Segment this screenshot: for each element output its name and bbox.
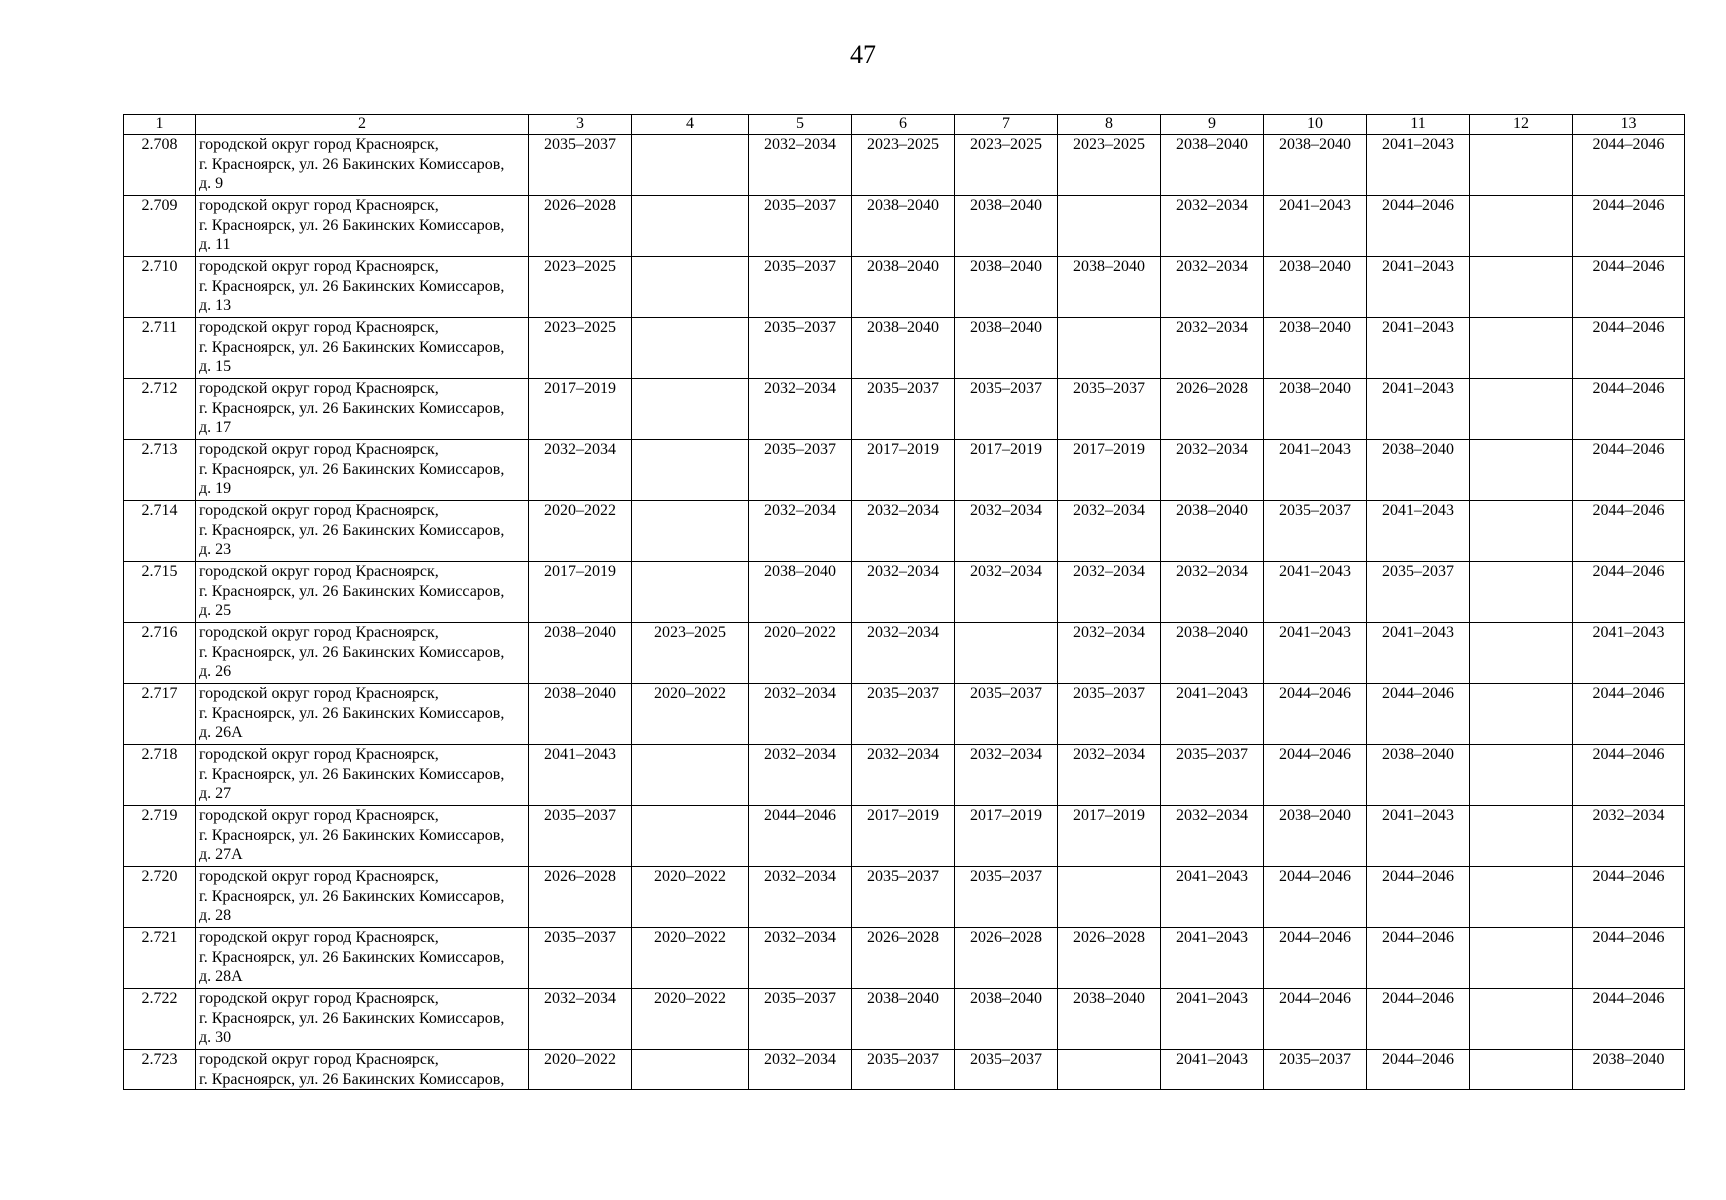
period-cell-col-3: 2038–2040 (529, 623, 632, 684)
period-cell-col-6: 2032–2034 (852, 562, 955, 623)
period-cell-col-13: 2044–2046 (1573, 684, 1685, 745)
address-cell (196, 928, 529, 989)
address-line: г. Красноярск, ул. 26 Бакинских Комиссаров, (199, 582, 505, 600)
period-cell-col-8 (1058, 196, 1161, 257)
address-cell (196, 562, 529, 623)
period-cell-col-3: 2023–2025 (529, 257, 632, 318)
period-cell-col-7: 2038–2040 (955, 989, 1058, 1050)
period-cell-col-8: 2032–2034 (1058, 562, 1161, 623)
schedule-table (123, 114, 1685, 1090)
row-number: 2.712 (124, 379, 196, 440)
period-cell-col-10: 2044–2046 (1264, 867, 1367, 928)
period-cell-col-5: 2032–2034 (749, 501, 852, 562)
period-cell-col-7: 2035–2037 (955, 684, 1058, 745)
address-cell (196, 440, 529, 501)
period-cell-col-12 (1470, 562, 1573, 623)
column-header-2: 2 (196, 115, 529, 135)
period-cell-col-4 (632, 440, 749, 501)
period-cell-col-12 (1470, 135, 1573, 196)
row-number: 2.713 (124, 440, 196, 501)
row-number: 2.714 (124, 501, 196, 562)
period-cell-col-12 (1470, 318, 1573, 379)
table-row (124, 867, 1685, 928)
period-cell-col-5: 2035–2037 (749, 989, 852, 1050)
table-row (124, 1050, 1685, 1090)
period-cell-col-3: 2020–2022 (529, 1050, 632, 1090)
address-line: г. Красноярск, ул. 26 Бакинских Комиссаров, (199, 643, 505, 661)
period-cell-col-9: 2032–2034 (1161, 318, 1264, 379)
period-cell-col-10: 2041–2043 (1264, 562, 1367, 623)
period-cell-col-3: 2038–2040 (529, 684, 632, 745)
address-line: городской округ город Красноярск, (199, 624, 439, 641)
period-cell-col-12 (1470, 501, 1573, 562)
period-cell-col-13: 2044–2046 (1573, 562, 1685, 623)
period-cell-col-5: 2035–2037 (749, 318, 852, 379)
period-cell-col-8: 2038–2040 (1058, 989, 1161, 1050)
period-cell-col-4 (632, 135, 749, 196)
period-cell-col-12 (1470, 867, 1573, 928)
period-cell-col-4 (632, 196, 749, 257)
address-cell (196, 135, 529, 196)
period-cell-col-4 (632, 806, 749, 867)
row-number: 2.717 (124, 684, 196, 745)
address-cell (196, 867, 529, 928)
address-line: городской округ город Красноярск, (199, 441, 439, 458)
period-cell-col-7: 2023–2025 (955, 135, 1058, 196)
period-cell-col-11: 2044–2046 (1367, 196, 1470, 257)
period-cell-col-4 (632, 318, 749, 379)
column-header-6: 6 (852, 115, 955, 135)
period-cell-col-13: 2041–2043 (1573, 623, 1685, 684)
period-cell-col-11: 2041–2043 (1367, 135, 1470, 196)
period-cell-col-7: 2038–2040 (955, 318, 1058, 379)
address-line: городской округ город Красноярск, (199, 563, 439, 580)
period-cell-col-3: 2032–2034 (529, 989, 632, 1050)
period-cell-col-6: 2035–2037 (852, 867, 955, 928)
period-cell-col-13: 2044–2046 (1573, 257, 1685, 318)
address-line: городской округ город Красноярск, (199, 868, 439, 885)
address-line: д. 25 (199, 602, 232, 619)
table-row (124, 623, 1685, 684)
table-row (124, 135, 1685, 196)
period-cell-col-9: 2041–2043 (1161, 1050, 1264, 1090)
period-cell-col-13: 2044–2046 (1573, 745, 1685, 806)
period-cell-col-4 (632, 745, 749, 806)
period-cell-col-8: 2038–2040 (1058, 257, 1161, 318)
address-line: г. Красноярск, ул. 26 Бакинских Комиссаров, (199, 765, 505, 783)
period-cell-col-3: 2020–2022 (529, 501, 632, 562)
period-cell-col-5: 2032–2034 (749, 684, 852, 745)
address-line: д. 28А (199, 968, 243, 985)
table-row (124, 501, 1685, 562)
period-cell-col-11: 2038–2040 (1367, 745, 1470, 806)
period-cell-col-7: 2032–2034 (955, 745, 1058, 806)
address-line: д. 27 (199, 785, 232, 802)
period-cell-col-13: 2044–2046 (1573, 928, 1685, 989)
address-line: г. Красноярск, ул. 26 Бакинских Комиссаров, (199, 826, 505, 844)
period-cell-col-5: 2032–2034 (749, 867, 852, 928)
page-number: 47 (850, 40, 876, 69)
period-cell-col-12 (1470, 745, 1573, 806)
address-line: городской округ город Красноярск, (199, 197, 439, 214)
period-cell-col-12 (1470, 623, 1573, 684)
period-cell-col-13: 2044–2046 (1573, 379, 1685, 440)
period-cell-col-6: 2032–2034 (852, 623, 955, 684)
period-cell-col-10: 2038–2040 (1264, 318, 1367, 379)
period-cell-col-9: 2041–2043 (1161, 867, 1264, 928)
period-cell-col-3: 2026–2028 (529, 867, 632, 928)
period-cell-col-7: 2032–2034 (955, 562, 1058, 623)
period-cell-col-7 (955, 623, 1058, 684)
address-line: г. Красноярск, ул. 26 Бакинских Комиссаров, (199, 399, 505, 417)
period-cell-col-7: 2035–2037 (955, 867, 1058, 928)
period-cell-col-9: 2038–2040 (1161, 623, 1264, 684)
period-cell-col-6: 2026–2028 (852, 928, 955, 989)
period-cell-col-5: 2032–2034 (749, 379, 852, 440)
period-cell-col-8: 2035–2037 (1058, 379, 1161, 440)
period-cell-col-6: 2017–2019 (852, 440, 955, 501)
column-header-5: 5 (749, 115, 852, 135)
address-line: д. 11 (199, 236, 231, 253)
period-cell-col-12 (1470, 1050, 1573, 1090)
period-cell-col-8 (1058, 1050, 1161, 1090)
period-cell-col-9: 2032–2034 (1161, 806, 1264, 867)
row-number: 2.711 (124, 318, 196, 379)
period-cell-col-8: 2032–2034 (1058, 623, 1161, 684)
period-cell-col-10: 2038–2040 (1264, 806, 1367, 867)
period-cell-col-10: 2038–2040 (1264, 379, 1367, 440)
address-line: городской округ город Красноярск, (199, 807, 439, 824)
period-cell-col-7: 2035–2037 (955, 379, 1058, 440)
period-cell-col-11: 2041–2043 (1367, 257, 1470, 318)
period-cell-col-9: 2038–2040 (1161, 135, 1264, 196)
address-cell (196, 989, 529, 1050)
address-line: г. Красноярск, ул. 26 Бакинских Комиссаров, (199, 155, 505, 173)
address-line: г. Красноярск, ул. 26 Бакинских Комиссаров, (199, 216, 505, 234)
period-cell-col-7: 2026–2028 (955, 928, 1058, 989)
address-cell (196, 379, 529, 440)
period-cell-col-9: 2041–2043 (1161, 989, 1264, 1050)
address-line: д. 30 (199, 1029, 232, 1046)
period-cell-col-8 (1058, 318, 1161, 379)
address-line: г. Красноярск, ул. 26 Бакинских Комиссаров, (199, 1070, 505, 1088)
period-cell-col-10: 2035–2037 (1264, 1050, 1367, 1090)
header-row (124, 115, 1685, 135)
address-line: городской округ город Красноярск, (199, 502, 439, 519)
period-cell-col-9: 2026–2028 (1161, 379, 1264, 440)
address-line: д. 13 (199, 297, 232, 314)
period-cell-col-3: 2035–2037 (529, 135, 632, 196)
period-cell-col-8: 2032–2034 (1058, 501, 1161, 562)
address-line: г. Красноярск, ул. 26 Бакинских Комиссаров, (199, 338, 505, 356)
period-cell-col-3: 2035–2037 (529, 806, 632, 867)
period-cell-col-6: 2038–2040 (852, 257, 955, 318)
period-cell-col-12 (1470, 257, 1573, 318)
address-line: д. 28 (199, 907, 232, 924)
period-cell-col-10: 2041–2043 (1264, 440, 1367, 501)
period-cell-col-3: 2017–2019 (529, 562, 632, 623)
address-line: д. 19 (199, 480, 232, 497)
address-line: д. 26 (199, 663, 232, 680)
period-cell-col-4: 2020–2022 (632, 928, 749, 989)
address-cell (196, 196, 529, 257)
period-cell-col-3: 2017–2019 (529, 379, 632, 440)
period-cell-col-4: 2020–2022 (632, 989, 749, 1050)
address-line: д. 17 (199, 419, 232, 436)
address-line: г. Красноярск, ул. 26 Бакинских Комиссаров, (199, 521, 505, 539)
period-cell-col-8: 2026–2028 (1058, 928, 1161, 989)
period-cell-col-10: 2044–2046 (1264, 928, 1367, 989)
table-row (124, 806, 1685, 867)
period-cell-col-11: 2041–2043 (1367, 318, 1470, 379)
column-header-10: 10 (1264, 115, 1367, 135)
period-cell-col-6: 2038–2040 (852, 989, 955, 1050)
address-line: городской округ город Красноярск, (199, 746, 439, 763)
address-cell (196, 806, 529, 867)
row-number: 2.723 (124, 1050, 196, 1090)
period-cell-col-10: 2044–2046 (1264, 989, 1367, 1050)
period-cell-col-11: 2044–2046 (1367, 989, 1470, 1050)
period-cell-col-4: 2020–2022 (632, 684, 749, 745)
period-cell-col-9: 2032–2034 (1161, 196, 1264, 257)
period-cell-col-13: 2044–2046 (1573, 318, 1685, 379)
address-line: городской округ город Красноярск, (199, 1051, 439, 1068)
column-header-7: 7 (955, 115, 1058, 135)
address-cell (196, 257, 529, 318)
period-cell-col-11: 2038–2040 (1367, 440, 1470, 501)
period-cell-col-6: 2035–2037 (852, 684, 955, 745)
address-cell (196, 1050, 529, 1090)
period-cell-col-8: 2017–2019 (1058, 440, 1161, 501)
period-cell-col-4: 2020–2022 (632, 867, 749, 928)
table-row (124, 562, 1685, 623)
period-cell-col-6: 2038–2040 (852, 196, 955, 257)
period-cell-col-3: 2041–2043 (529, 745, 632, 806)
address-line: городской округ город Красноярск, (199, 258, 439, 275)
period-cell-col-7: 2038–2040 (955, 196, 1058, 257)
period-cell-col-12 (1470, 989, 1573, 1050)
table-row (124, 745, 1685, 806)
period-cell-col-9: 2041–2043 (1161, 928, 1264, 989)
address-line: г. Красноярск, ул. 26 Бакинских Комиссаров, (199, 948, 505, 966)
period-cell-col-5: 2032–2034 (749, 745, 852, 806)
period-cell-col-12 (1470, 806, 1573, 867)
period-cell-col-13: 2044–2046 (1573, 135, 1685, 196)
period-cell-col-12 (1470, 440, 1573, 501)
period-cell-col-6: 2035–2037 (852, 1050, 955, 1090)
row-number: 2.708 (124, 135, 196, 196)
table-row (124, 440, 1685, 501)
period-cell-col-6: 2023–2025 (852, 135, 955, 196)
period-cell-col-13: 2044–2046 (1573, 440, 1685, 501)
period-cell-col-5: 2035–2037 (749, 257, 852, 318)
period-cell-col-6: 2032–2034 (852, 501, 955, 562)
row-number: 2.715 (124, 562, 196, 623)
table-row (124, 379, 1685, 440)
address-line: городской округ город Красноярск, (199, 929, 439, 946)
address-line: г. Красноярск, ул. 26 Бакинских Комиссаров, (199, 460, 505, 478)
column-header-9: 9 (1161, 115, 1264, 135)
column-header-3: 3 (529, 115, 632, 135)
period-cell-col-4 (632, 1050, 749, 1090)
column-header-1: 1 (124, 115, 196, 135)
period-cell-col-5: 2035–2037 (749, 440, 852, 501)
address-line: городской округ город Красноярск, (199, 136, 439, 153)
period-cell-col-6: 2038–2040 (852, 318, 955, 379)
period-cell-col-8: 2017–2019 (1058, 806, 1161, 867)
period-cell-col-11: 2044–2046 (1367, 928, 1470, 989)
period-cell-col-9: 2032–2034 (1161, 257, 1264, 318)
period-cell-col-5: 2032–2034 (749, 135, 852, 196)
period-cell-col-11: 2044–2046 (1367, 684, 1470, 745)
period-cell-col-8: 2023–2025 (1058, 135, 1161, 196)
column-header-4: 4 (632, 115, 749, 135)
row-number: 2.721 (124, 928, 196, 989)
period-cell-col-12 (1470, 684, 1573, 745)
period-cell-col-7: 2017–2019 (955, 440, 1058, 501)
period-cell-col-9: 2035–2037 (1161, 745, 1264, 806)
address-line: д. 23 (199, 541, 232, 558)
period-cell-col-10: 2044–2046 (1264, 745, 1367, 806)
row-number: 2.720 (124, 867, 196, 928)
period-cell-col-10: 2044–2046 (1264, 684, 1367, 745)
period-cell-col-13: 2038–2040 (1573, 1050, 1685, 1090)
address-line: городской округ город Красноярск, (199, 319, 439, 336)
row-number: 2.710 (124, 257, 196, 318)
period-cell-col-5: 2044–2046 (749, 806, 852, 867)
address-cell (196, 318, 529, 379)
period-cell-col-10: 2038–2040 (1264, 257, 1367, 318)
period-cell-col-7: 2032–2034 (955, 501, 1058, 562)
period-cell-col-7: 2035–2037 (955, 1050, 1058, 1090)
period-cell-col-4 (632, 501, 749, 562)
address-line: г. Красноярск, ул. 26 Бакинских Комиссаров, (199, 1009, 505, 1027)
period-cell-col-6: 2032–2034 (852, 745, 955, 806)
period-cell-col-12 (1470, 379, 1573, 440)
period-cell-col-7: 2038–2040 (955, 257, 1058, 318)
period-cell-col-4 (632, 379, 749, 440)
row-number: 2.716 (124, 623, 196, 684)
address-line: городской округ город Красноярск, (199, 685, 439, 702)
period-cell-col-11: 2044–2046 (1367, 867, 1470, 928)
period-cell-col-9: 2032–2034 (1161, 562, 1264, 623)
period-cell-col-12 (1470, 928, 1573, 989)
address-line: г. Красноярск, ул. 26 Бакинских Комиссаров, (199, 887, 505, 905)
period-cell-col-13: 2044–2046 (1573, 501, 1685, 562)
period-cell-col-5: 2038–2040 (749, 562, 852, 623)
period-cell-col-3: 2023–2025 (529, 318, 632, 379)
period-cell-col-11: 2041–2043 (1367, 501, 1470, 562)
row-number: 2.709 (124, 196, 196, 257)
address-line: д. 27А (199, 846, 243, 863)
period-cell-col-9: 2041–2043 (1161, 684, 1264, 745)
address-line: д. 15 (199, 358, 232, 375)
period-cell-col-5: 2032–2034 (749, 1050, 852, 1090)
address-cell (196, 684, 529, 745)
address-cell (196, 501, 529, 562)
period-cell-col-12 (1470, 196, 1573, 257)
period-cell-col-3: 2032–2034 (529, 440, 632, 501)
period-cell-col-11: 2041–2043 (1367, 379, 1470, 440)
address-line: д. 26А (199, 724, 243, 741)
period-cell-col-11: 2044–2046 (1367, 1050, 1470, 1090)
period-cell-col-11: 2041–2043 (1367, 623, 1470, 684)
address-cell (196, 745, 529, 806)
row-number: 2.718 (124, 745, 196, 806)
period-cell-col-10: 2038–2040 (1264, 135, 1367, 196)
period-cell-col-10: 2035–2037 (1264, 501, 1367, 562)
period-cell-col-13: 2044–2046 (1573, 867, 1685, 928)
period-cell-col-4 (632, 257, 749, 318)
period-cell-col-10: 2041–2043 (1264, 196, 1367, 257)
table-row (124, 928, 1685, 989)
table-row (124, 318, 1685, 379)
address-line: д. 9 (199, 175, 224, 192)
table-body (124, 135, 1685, 1090)
period-cell-col-3: 2026–2028 (529, 196, 632, 257)
period-cell-col-8: 2035–2037 (1058, 684, 1161, 745)
address-line: городской округ город Красноярск, (199, 990, 439, 1007)
column-header-11: 11 (1367, 115, 1470, 135)
row-number: 2.722 (124, 989, 196, 1050)
period-cell-col-10: 2041–2043 (1264, 623, 1367, 684)
column-header-13: 13 (1573, 115, 1685, 135)
period-cell-col-11: 2041–2043 (1367, 806, 1470, 867)
period-cell-col-6: 2035–2037 (852, 379, 955, 440)
period-cell-col-6: 2017–2019 (852, 806, 955, 867)
table-row (124, 989, 1685, 1050)
period-cell-col-3: 2035–2037 (529, 928, 632, 989)
period-cell-col-9: 2032–2034 (1161, 440, 1264, 501)
period-cell-col-8 (1058, 867, 1161, 928)
table-row (124, 196, 1685, 257)
period-cell-col-5: 2020–2022 (749, 623, 852, 684)
address-cell (196, 623, 529, 684)
period-cell-col-11: 2035–2037 (1367, 562, 1470, 623)
table-header (124, 115, 1685, 135)
row-number: 2.719 (124, 806, 196, 867)
period-cell-col-5: 2035–2037 (749, 196, 852, 257)
period-cell-col-7: 2017–2019 (955, 806, 1058, 867)
table-row (124, 257, 1685, 318)
period-cell-col-13: 2044–2046 (1573, 196, 1685, 257)
column-header-8: 8 (1058, 115, 1161, 135)
period-cell-col-5: 2032–2034 (749, 928, 852, 989)
address-line: городской округ город Красноярск, (199, 380, 439, 397)
period-cell-col-13: 2044–2046 (1573, 989, 1685, 1050)
address-line: г. Красноярск, ул. 26 Бакинских Комиссаров, (199, 277, 505, 295)
period-cell-col-13: 2032–2034 (1573, 806, 1685, 867)
address-line: г. Красноярск, ул. 26 Бакинских Комиссаров, (199, 704, 505, 722)
period-cell-col-8: 2032–2034 (1058, 745, 1161, 806)
period-cell-col-4 (632, 562, 749, 623)
period-cell-col-4: 2023–2025 (632, 623, 749, 684)
period-cell-col-9: 2038–2040 (1161, 501, 1264, 562)
column-header-12: 12 (1470, 115, 1573, 135)
table-row (124, 684, 1685, 745)
